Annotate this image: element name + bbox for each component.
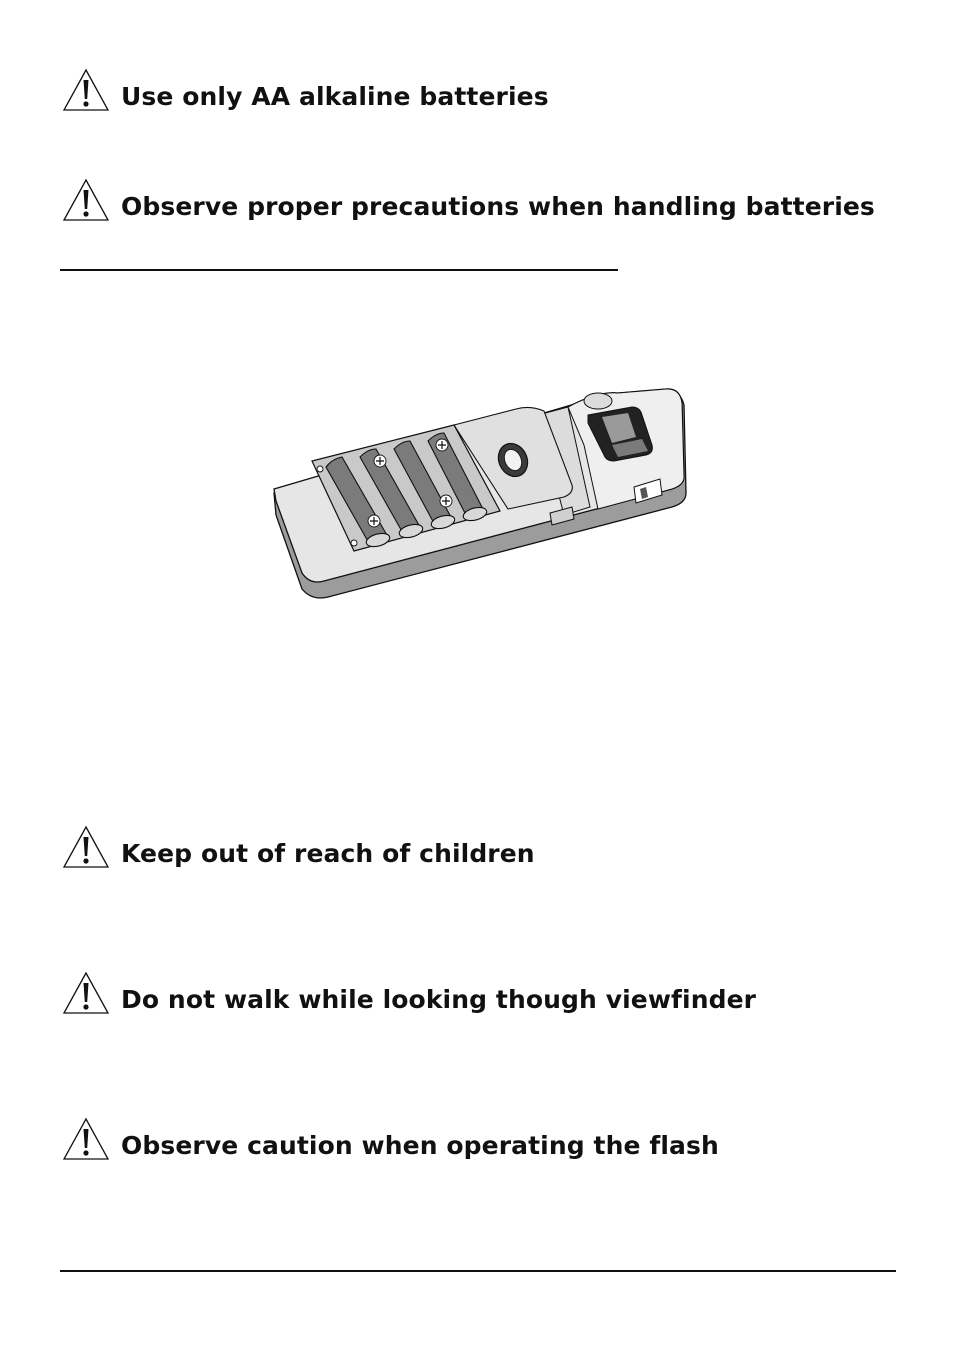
warning-battery-precautions <box>62 176 875 222</box>
warning-triangle-icon <box>62 971 110 1015</box>
divider-bottom <box>60 1270 896 1272</box>
warning-triangle-icon <box>62 1117 110 1161</box>
warning-triangle-icon <box>62 825 110 869</box>
warning-triangle-icon <box>62 68 110 112</box>
warning-keep-from-children <box>62 823 535 869</box>
camera-battery-compartment-illustration <box>268 385 688 603</box>
warning-text: Observe proper precautions when handling batteries <box>121 192 875 221</box>
warning-triangle-icon <box>62 178 110 222</box>
warning-use-aa-alkaline <box>62 66 549 112</box>
warning-do-not-walk <box>62 969 756 1015</box>
warning-text: Use only AA alkaline batteries <box>121 82 549 111</box>
warning-text: Do not walk while looking though viewfinder <box>121 985 757 1014</box>
warning-text: Keep out of reach of children <box>121 839 535 868</box>
warning-flash-caution <box>62 1115 719 1161</box>
divider-top <box>60 269 618 271</box>
warning-text: Observe caution when operating the flash <box>121 1131 719 1160</box>
